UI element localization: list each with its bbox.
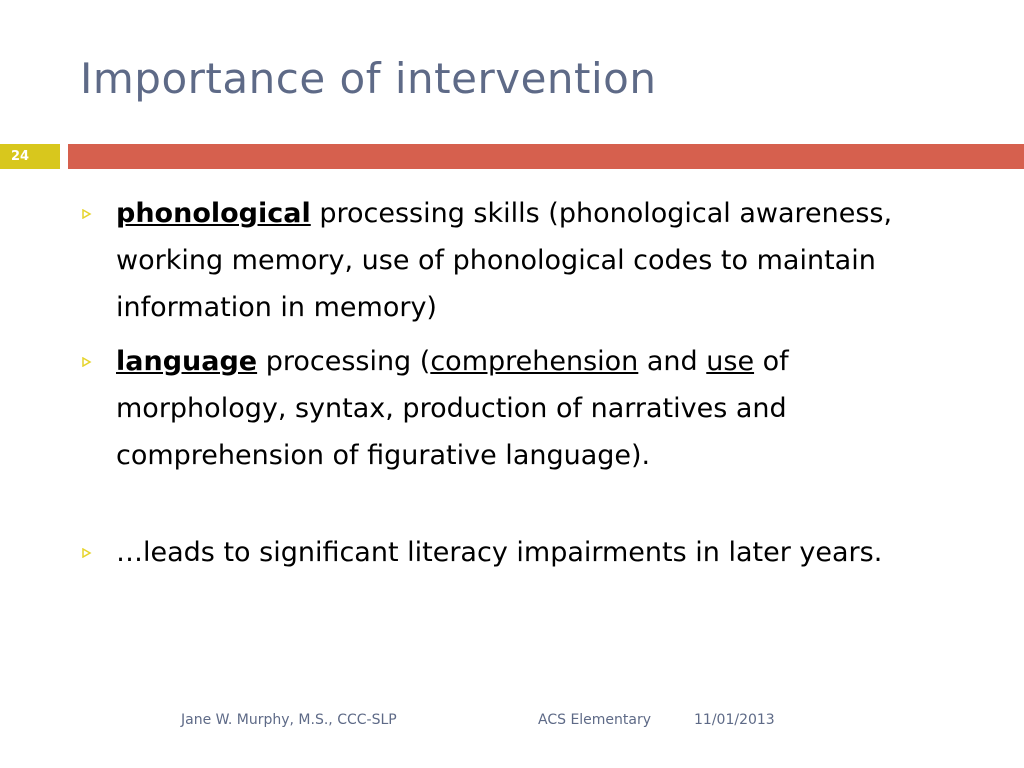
bullet-conclusion xyxy=(78,529,958,576)
bullet-underline-use: use xyxy=(706,346,755,377)
bullet-text-phonological: processing skills (phonological awareness, working memory, use of phonological codes to maintain information in memory) xyxy=(116,198,893,323)
slide-title: Importance of intervention xyxy=(80,54,657,103)
bullet-emphasis-phonological: phonological xyxy=(116,198,311,229)
bullet-text-language-1: processing ( xyxy=(257,346,431,377)
bullet-arrow-icon xyxy=(82,548,92,558)
footer-author: Jane W. Murphy, M.S., CCC-SLP xyxy=(181,712,397,728)
title-rule-bar xyxy=(68,144,1024,169)
footer-event: ACS Elementary xyxy=(538,712,652,728)
slide-number: 24 xyxy=(10,149,30,164)
bullet-arrow-icon xyxy=(82,209,92,219)
bullet-phonological xyxy=(78,190,958,331)
slide-number-box xyxy=(0,144,60,169)
bullet-text-conclusion: …leads to significant literacy impairments in later years. xyxy=(116,537,883,568)
bullet-text-language-2: and xyxy=(638,346,707,377)
bullet-list xyxy=(78,190,958,576)
bullet-language xyxy=(78,338,958,479)
bullet-underline-comprehension: comprehension xyxy=(430,346,639,377)
bullet-emphasis-language: language xyxy=(116,346,258,377)
bullet-arrow-icon xyxy=(82,357,92,367)
bullet-text-language-3: of morphology, syntax, production of narratives and comprehension of figurative language). xyxy=(116,346,789,471)
footer-date: 11/01/2013 xyxy=(694,712,775,728)
